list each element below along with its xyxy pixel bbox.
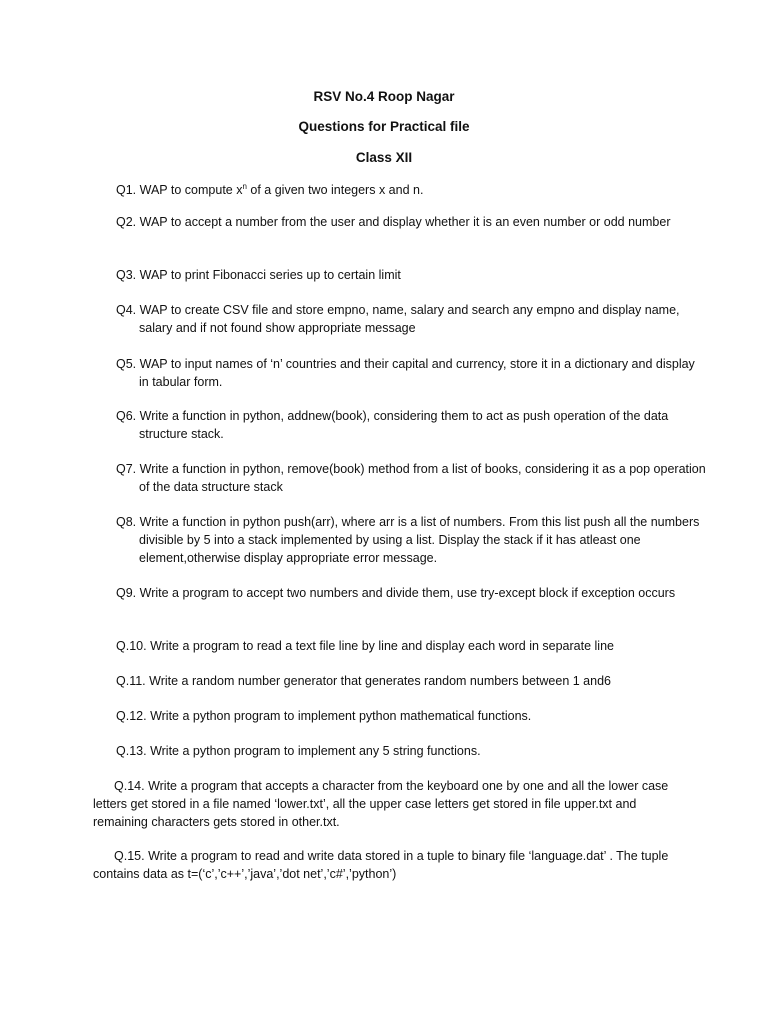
question-text: Write a function in python, addnew(book), considering them to act as push operation of the data structure stack. (139, 409, 669, 441)
question-11 (116, 672, 684, 690)
question-text: Write a program to accept two numbers and divide them, use try-except block if exception occurs (139, 586, 676, 600)
question-text: Write a python program to implement python mathematical functions. (150, 709, 532, 723)
question-3 (116, 266, 707, 284)
question-number: Q7. (116, 462, 137, 476)
question-number: Q.12. (116, 709, 147, 723)
question-text: Write a program to read a text file line by line and display each word in separate line (150, 639, 614, 653)
question-number: Q2. (116, 215, 137, 229)
question-4 (116, 301, 707, 337)
question-5 (116, 355, 707, 391)
question-6 (116, 407, 707, 443)
question-15 (93, 847, 685, 883)
question-superscript: n (242, 182, 247, 191)
school-name: RSV No.4 Roop Nagar (313, 89, 455, 104)
question-text: WAP to print Fibonacci series up to certain limit (139, 268, 401, 282)
question-number: Q.10. (116, 639, 147, 653)
document-subtitle: Questions for Practical file (298, 119, 470, 134)
question-7 (116, 460, 707, 496)
question-9 (116, 584, 707, 602)
question-2 (116, 213, 707, 231)
question-1 (116, 178, 707, 199)
question-number: Q.14. (114, 779, 145, 793)
question-text: Write a function in python push(arr), where arr is a list of numbers. From this list push all the numbers divisible by 5 into a stack implemented by using a list. Display the stack if it has atleast one element,otherwise display appropriate error message. (139, 515, 700, 565)
question-12 (116, 707, 684, 725)
question-13 (116, 742, 684, 760)
question-text: Write a random number generator that generates random numbers between 1 and6 (149, 674, 611, 688)
question-text: Write a function in python, remove(book) method from a list of books, considering it as a pop operation of the data structure stack (139, 462, 706, 494)
question-number: Q8. (116, 515, 137, 529)
class-label: Class XII (355, 150, 413, 165)
question-number: Q.15. (114, 849, 145, 863)
question-number: Q9. (116, 586, 137, 600)
question-number: Q1. (116, 183, 137, 198)
question-text: Write a program to read and write data stored in a tuple to binary file ‘language.dat’ . The tuple contains data as t=(‘c’,’c++’,’java’,’dot net’,’c#’,’python’) (93, 849, 669, 881)
question-14 (93, 777, 685, 831)
question-text: WAP to compute x (139, 183, 243, 198)
question-number: Q.11. (116, 674, 146, 688)
question-number: Q6. (116, 409, 137, 423)
question-8 (116, 513, 707, 567)
question-number: Q4. (116, 303, 137, 317)
question-number: Q5. (116, 357, 137, 371)
question-text: WAP to input names of ‘n’ countries and their capital and currency, store it in a dictionary and display in tabular form. (139, 357, 695, 389)
question-number: Q.13. (116, 744, 147, 758)
question-10 (116, 637, 684, 655)
question-number: Q3. (116, 268, 137, 282)
question-text-after: of a given two integers x and n. (246, 183, 424, 198)
question-text: Write a python program to implement any 5 string functions. (150, 744, 481, 758)
question-text: Write a program that accepts a character from the keyboard one by one and all the lower case letters get stored in a file named ‘lower.txt’, all the upper case letters get stored in file upper.txt and remaining characters gets stored in other.txt. (93, 779, 669, 829)
question-text: WAP to accept a number from the user and display whether it is an even number or odd number (139, 215, 671, 229)
question-text: WAP to create CSV file and store empno, name, salary and search any empno and display name, salary and if not found show appropriate message (139, 303, 680, 335)
